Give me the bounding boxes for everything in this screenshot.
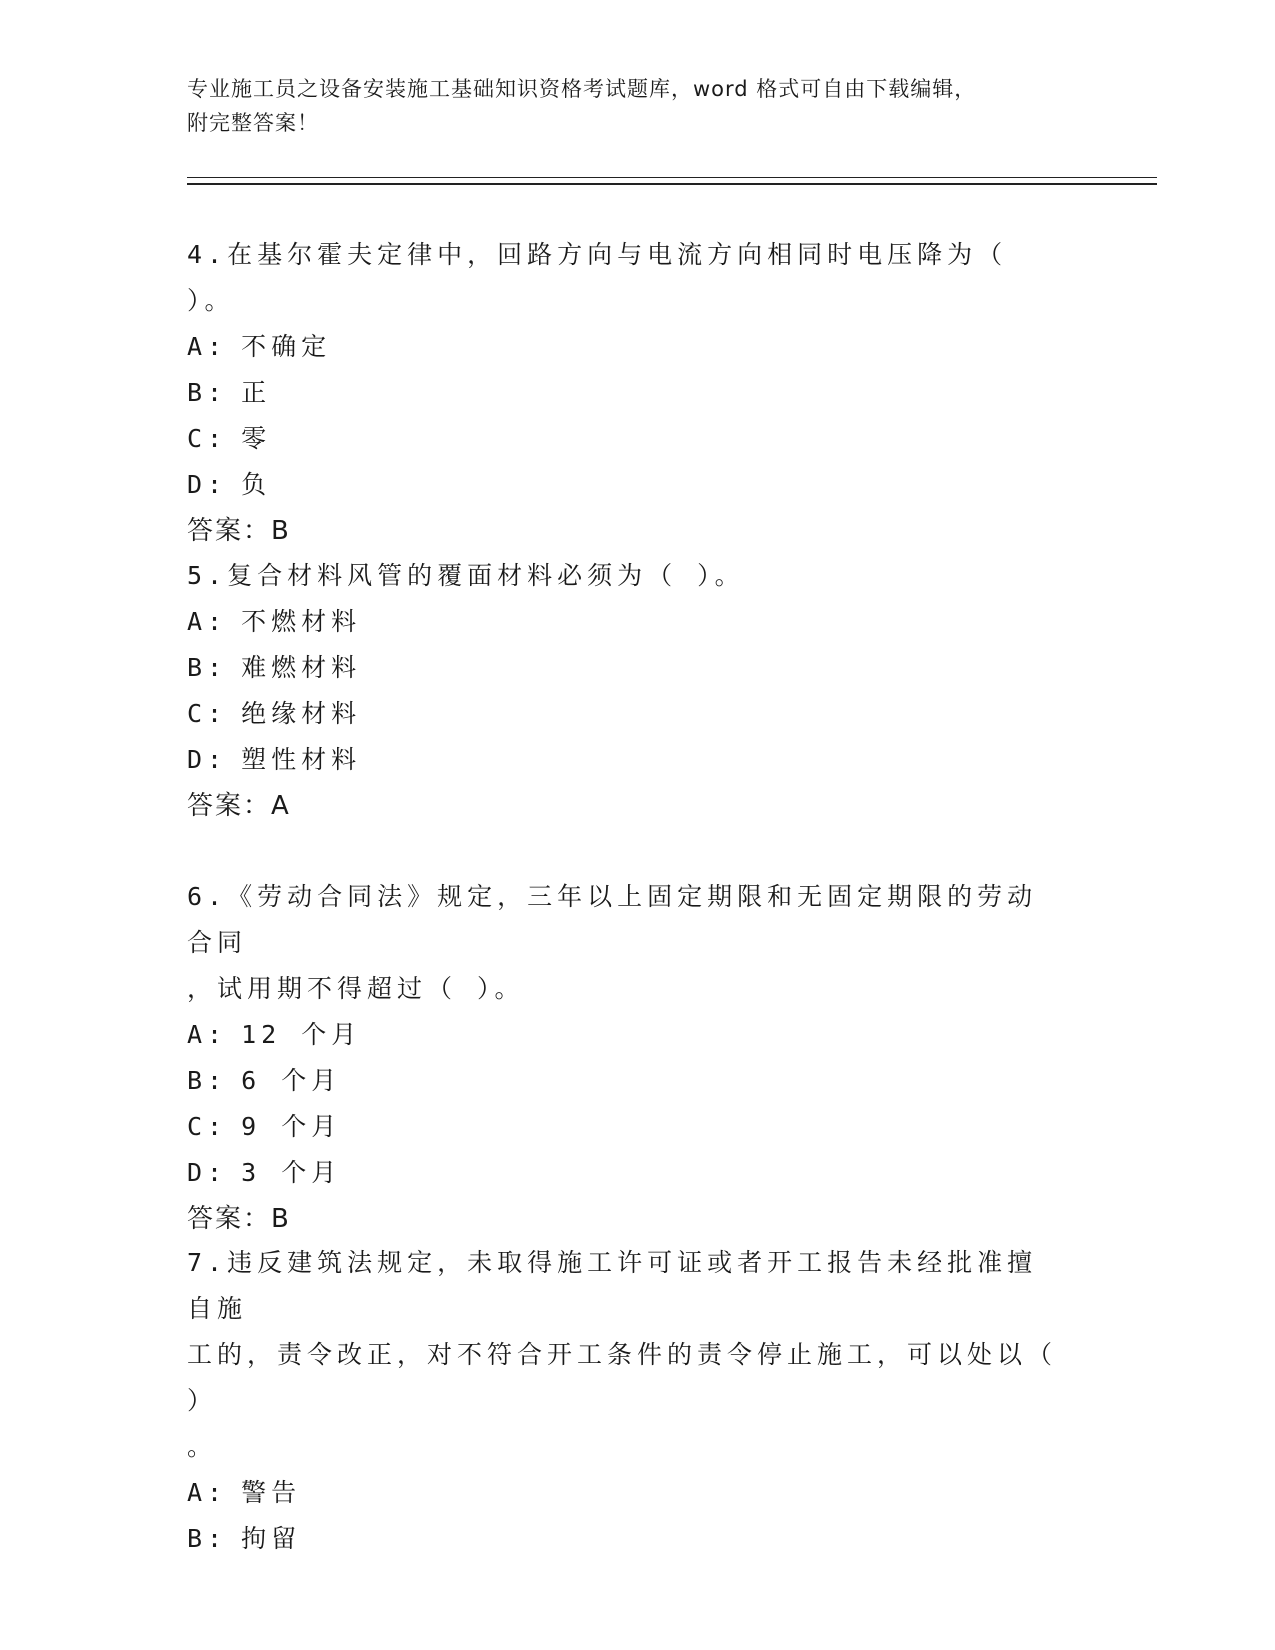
option-text: 塑性材料 bbox=[241, 745, 362, 774]
option-text: 负 bbox=[241, 470, 272, 499]
answer-line: 答案：B bbox=[187, 516, 291, 546]
option-b bbox=[187, 370, 1067, 416]
option-key: A: bbox=[187, 332, 228, 361]
answer-line: 答案：A bbox=[187, 791, 291, 821]
question-stem: 5.复合材料风管的覆面材料必须为（ ）。 bbox=[187, 561, 745, 590]
option-a bbox=[187, 599, 1067, 645]
option-key: A: bbox=[187, 1020, 228, 1049]
option-c bbox=[187, 1104, 1067, 1150]
header-title-line-1: 专业施工员之设备安装施工基础知识资格考试题库，word 格式可自由下载编辑， bbox=[187, 77, 977, 101]
header-divider-thick bbox=[187, 183, 1157, 185]
question-4 bbox=[187, 232, 1067, 554]
question-stem: 7.违反建筑法规定，未取得施工许可证或者开工报告未经批准擅自施 工的，责令改正，对不符合开工条件的责令停止施工，可以处以（ ） 。 bbox=[187, 1248, 1058, 1461]
option-text: 不燃材料 bbox=[241, 607, 362, 636]
option-d bbox=[187, 737, 1067, 783]
option-c bbox=[187, 416, 1067, 462]
option-key: C: bbox=[187, 424, 228, 453]
option-text: 难燃材料 bbox=[241, 653, 362, 682]
header-divider-thin bbox=[187, 177, 1157, 178]
option-text: 拘留 bbox=[241, 1524, 302, 1553]
option-key: C: bbox=[187, 1112, 228, 1141]
option-key: C: bbox=[187, 699, 228, 728]
option-key: B: bbox=[187, 1066, 228, 1095]
question-stem: 4.在基尔霍夫定律中，回路方向与电流方向相同时电压降为（ ）。 bbox=[187, 240, 1028, 315]
option-b bbox=[187, 1058, 1067, 1104]
option-text: 6 个月 bbox=[241, 1066, 342, 1095]
option-key: D: bbox=[187, 1158, 228, 1187]
option-d bbox=[187, 462, 1067, 508]
option-text: 不确定 bbox=[241, 332, 332, 361]
option-key: A: bbox=[187, 1478, 228, 1507]
option-a bbox=[187, 324, 1067, 370]
option-b bbox=[187, 645, 1067, 691]
option-key: B: bbox=[187, 378, 228, 407]
question-5 bbox=[187, 553, 1067, 829]
option-key: D: bbox=[187, 470, 228, 499]
question-7 bbox=[187, 1240, 1067, 1562]
option-text: 正 bbox=[241, 378, 272, 407]
option-text: 3 个月 bbox=[241, 1158, 342, 1187]
option-key: A: bbox=[187, 607, 228, 636]
option-a bbox=[187, 1012, 1067, 1058]
option-key: D: bbox=[187, 745, 228, 774]
option-b bbox=[187, 1516, 1067, 1562]
answer-line: 答案：B bbox=[187, 1204, 291, 1234]
question-6 bbox=[187, 874, 1067, 1242]
option-text: 零 bbox=[241, 424, 272, 453]
option-key: B: bbox=[187, 1524, 228, 1553]
option-d bbox=[187, 1150, 1067, 1196]
option-c bbox=[187, 691, 1067, 737]
option-text: 警告 bbox=[241, 1478, 302, 1507]
option-text: 12 个月 bbox=[241, 1020, 362, 1049]
option-key: B: bbox=[187, 653, 228, 682]
option-a bbox=[187, 1470, 1067, 1516]
option-text: 9 个月 bbox=[241, 1112, 342, 1141]
header-title-line-2: 附完整答案！ bbox=[187, 111, 319, 135]
question-stem: 6.《劳动合同法》规定，三年以上固定期限和无固定期限的劳动合同 ，试用期不得超过（ ）。 bbox=[187, 882, 1038, 1003]
document-header bbox=[187, 72, 1067, 140]
option-text: 绝缘材料 bbox=[241, 699, 362, 728]
